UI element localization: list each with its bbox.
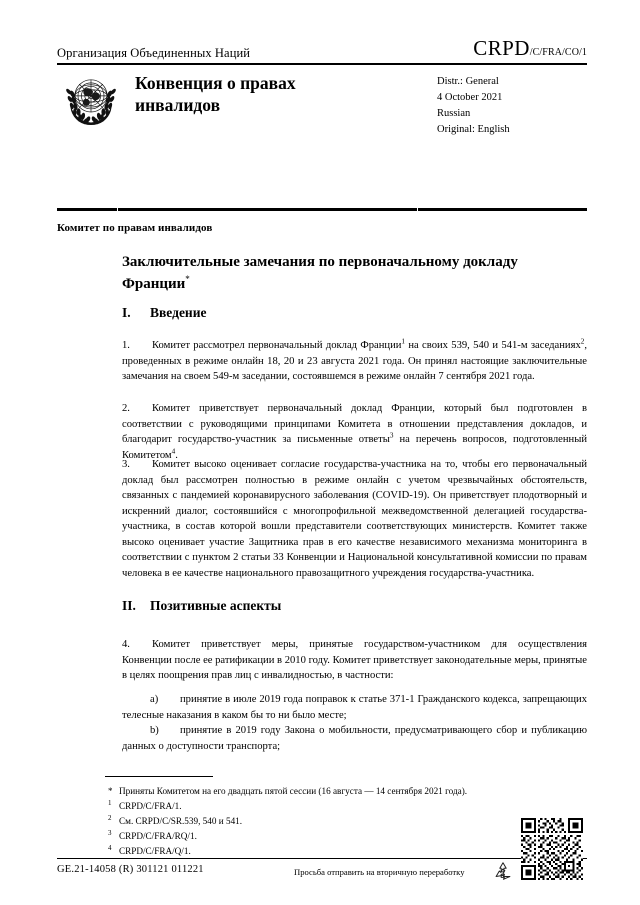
paragraph-1-text-b: на своих 539, 540 и 541-м заседаниях <box>405 340 581 351</box>
organization-name: Организация Объединенных Наций <box>57 46 251 60</box>
section-numeral-1: I. <box>122 305 131 320</box>
document-symbol <box>473 36 587 61</box>
original-language: Original: English <box>437 123 510 135</box>
footnote-separator <box>105 776 213 777</box>
paragraph-4-text: Комитет приветствует меры, принятые государством-участником для осуществления Конвенции после ее ратификации в 2010 году. Комитет приветствует законодательные меры, принятые в целях поощрения прав лиц с инвалидностью, в частности: <box>122 639 587 682</box>
section-numeral-2: II. <box>122 598 136 613</box>
footnotes-block <box>108 784 578 859</box>
paragraph-1-number: 1. <box>122 340 130 351</box>
recycle-notice: Просьба отправить на вторичную переработку <box>294 867 465 877</box>
paragraph-2-text-b: на перечень вопросов, подготовленный Комитетом <box>122 434 588 461</box>
paragraph-3-number: 3. <box>122 459 130 470</box>
paragraph-4 <box>122 637 587 684</box>
footnote-text: См. CRPD/C/SR.539, 540 и 541. <box>119 816 243 826</box>
section-heading-positive-aspects <box>122 598 282 614</box>
list-item-a <box>122 692 587 723</box>
paragraph-2-text-c: . <box>175 449 178 461</box>
footnote-ref-1[interactable]: 1 <box>401 337 406 346</box>
footnote-ref-3[interactable]: 3 <box>389 431 394 440</box>
document-language: Russian <box>437 107 471 119</box>
paragraph-1-text-a: Комитет рассмотрел первоначальный доклад Франции <box>152 340 402 351</box>
footer-rule <box>57 858 587 859</box>
list-item-b-label: b) <box>150 725 159 736</box>
document-date: 4 October 2021 <box>437 91 503 103</box>
distribution-type: Distr.: General <box>437 76 499 87</box>
footnote-item: 2 См. CRPD/C/SR.539, 540 и 541. <box>108 813 243 826</box>
document-symbol-suffix: /C/FRA/CO/1 <box>529 47 587 58</box>
paragraph-2-text-a: Комитет приветствует первоначальный доклад Франции, который был подготовлен в соответствии с руководящими принципами Комитета в отношении представления докладов, и благодарит государство-участник за письменные ответы <box>122 403 587 446</box>
committee-name: Комитет по правам инвалидов <box>57 222 213 234</box>
section-title-1: Введение <box>150 305 207 320</box>
distribution-block <box>437 74 587 138</box>
masthead-top-row <box>57 36 587 63</box>
paragraph-1-text-c: , проведенных в режиме онлайн 18, 20 и 23 августа 2021 года. Он принял настоящие заключительные замечания на своем 549-м заседании, состоявшемся в режиме онлайн 7 сентября 2021 года. <box>122 340 587 383</box>
footnote-ref-4[interactable]: 4 <box>171 447 176 456</box>
paragraph-2 <box>122 401 587 463</box>
footnote-item: 4 CRPD/C/FRA/Q/1. <box>108 843 191 856</box>
footnote-text: CRPD/C/FRA/RQ/1. <box>119 831 197 841</box>
paragraph-3-text: Комитет высоко оценивает согласие государства-участника на то, чтобы его первоначальный доклад был рассмотрен полностью в режиме онлайн с учетом чрезвычайных обстоятельств, связанных с пандемией коронавирусного заболевания (COVID-19). Он приветствует плодотворный и искренний диалог, состоявшийся с многопрофильной межведомственной делегацией государства-участника, в состав которой вошли представители соответствующих министерств. Комитет также высоко оценивает участие Защитника прав в его качестве независимого механизма мониторинга в соответствии с пунктом 2 статьи 33 Конвенции и Национальной консультативной комиссии по правам человека в ее качестве национального правозащитного учреждения государства-участника. <box>122 459 587 579</box>
page-title <box>122 252 542 296</box>
footnote-item: 1 CRPD/C/FRA/1. <box>108 798 182 811</box>
list-item-b <box>122 723 587 754</box>
list-item-b-text: принятие в 2019 году Закона о мобильности, предусматривающего сбор и публикацию данных о доступности транспорта; <box>122 725 587 752</box>
document-symbol-main: CRPD <box>473 36 530 60</box>
section-title-2: Позитивные аспекты <box>150 598 282 613</box>
paragraph-2-number: 2. <box>122 403 130 414</box>
paragraph-3 <box>122 457 587 582</box>
footnote-text: CRPD/C/FRA/1. <box>119 801 182 811</box>
recycle-icon <box>492 860 514 882</box>
footnote-ref-2[interactable]: 2 <box>580 337 585 346</box>
section-heading-introduction <box>122 305 207 321</box>
masthead <box>57 36 587 65</box>
footnote-text: CRPD/C/FRA/Q/1. <box>119 846 191 856</box>
job-number: GE.21-14058 (R) 301121 011221 <box>57 864 204 875</box>
list-item-a-label: a) <box>150 694 159 705</box>
un-emblem <box>60 68 122 130</box>
list-item-a-text: принятие в июле 2019 года поправок к статье 371-1 Гражданского кодекса, запрещающих телесные наказания в каком бы то ни было месте; <box>122 694 587 721</box>
footnote-text: Приняты Комитетом на его двадцать пятой сессии (16 августа — 14 сентября 2021 года). <box>119 786 468 796</box>
qr-code <box>521 818 583 880</box>
paragraph-4-number: 4. <box>122 639 130 650</box>
footnote-item: 3 CRPD/C/FRA/RQ/1. <box>108 828 197 841</box>
page-title-footnote-mark: * <box>185 274 190 285</box>
title-band <box>57 64 587 138</box>
page-title-text: Заключительные замечания по первоначальному докладу Франции <box>122 254 518 293</box>
section-separator-rule <box>57 208 587 214</box>
paragraph-1 <box>122 338 587 385</box>
footnote-item: * Приняты Комитетом на его двадцать пятой сессии (16 августа — 14 сентября 2021 года). <box>108 786 468 796</box>
convention-title: Конвенция о правах инвалидов <box>135 73 296 116</box>
